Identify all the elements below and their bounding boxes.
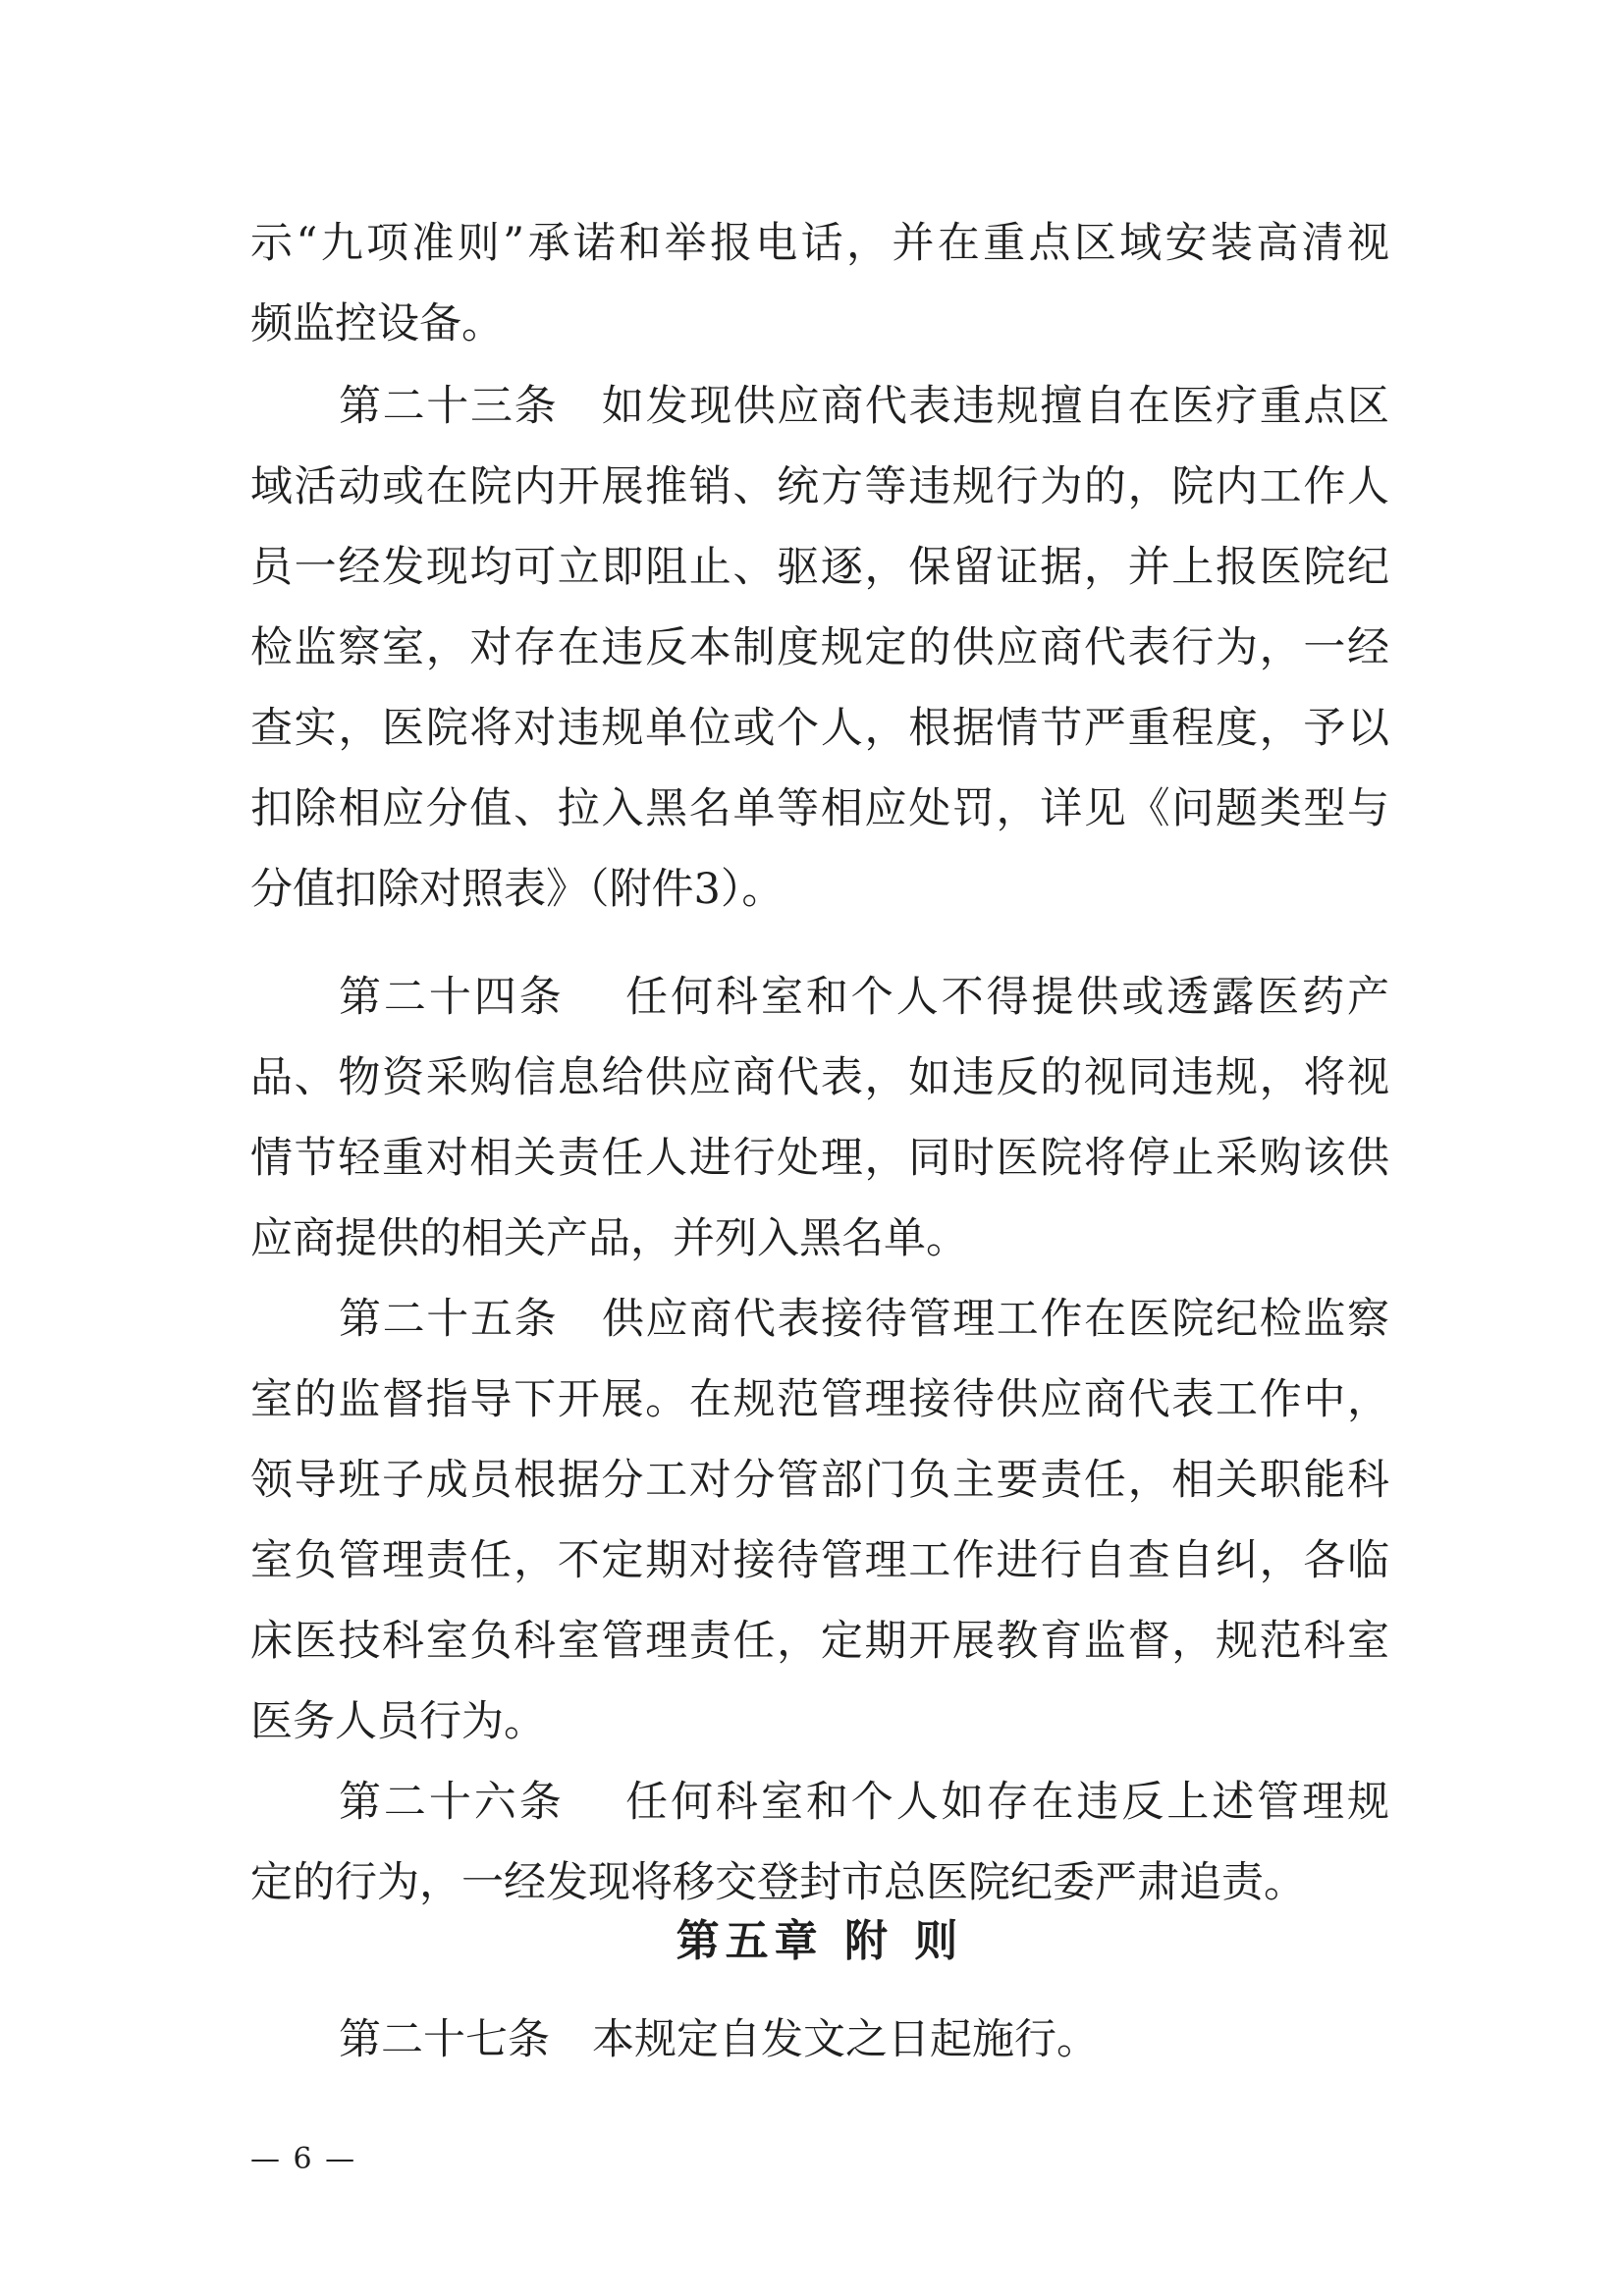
text-line: 频监控设备。 <box>250 299 504 348</box>
text-line: 领导班子成员根据分工对分管部门负主要责任，相关职能科 <box>250 1456 1389 1505</box>
text-line: 分值扣除对照表》（附件3）。 <box>250 865 785 914</box>
text-line: 定的行为，一经发现将移交登封市总医院纪委严肃追责。 <box>250 1858 1306 1907</box>
article-25-line: 第二十五条 供应商代表接待管理工作在医院纪检监察 <box>339 1295 1389 1344</box>
article-27-line: 第二十七条 本规定自发文之日起施行。 <box>339 2015 1099 2064</box>
text-line: 示“九项准则”承诺和举报电话，并在重点区域安装高清视 <box>250 219 1389 268</box>
text-line: 扣除相应分值、拉入黑名单等相应处罚，详见《问题类型与 <box>250 784 1389 833</box>
page-number: — 6 — <box>250 2142 357 2176</box>
text-line: 室负管理责任，不定期对接待管理工作进行自查自纠，各临 <box>250 1536 1389 1585</box>
article-24-line: 第二十四条 任何科室和个人不得提供或透露医药产 <box>339 973 1389 1022</box>
text-line: 床医技科室负科室管理责任，定期开展教育监督，规范科室 <box>250 1617 1389 1666</box>
text-line: 医务人员行为。 <box>250 1697 546 1746</box>
text-line: 检监察室，对存在违反本制度规定的供应商代表行为，一经 <box>250 623 1389 672</box>
text-line: 员一经发现均可立即阻止、驱逐，保留证据，并上报医院纪 <box>250 543 1389 592</box>
text-line: 应商提供的相关产品，并列入黑名单。 <box>250 1214 968 1263</box>
text-line: 域活动或在院内开展推销、统方等违规行为的，院内工作人 <box>250 462 1389 511</box>
text-line: 情节轻重对相关责任人进行处理，同时医院将停止采购该供 <box>250 1134 1389 1183</box>
text-line: 室的监督指导下开展。在规范管理接待供应商代表工作中， <box>250 1375 1389 1424</box>
text-line: 品、物资采购信息给供应商代表，如违反的视同违规，将视 <box>250 1053 1389 1102</box>
article-23-line: 第二十三条 如发现供应商代表违规擅自在医疗重点区 <box>339 382 1389 431</box>
text-line: 查实，医院将对违规单位或个人，根据情节严重程度，予以 <box>250 704 1389 753</box>
chapter-title: 第五章 附 则 <box>676 1916 964 1966</box>
article-26-line: 第二十六条 任何科室和个人如存在违反上述管理规 <box>339 1778 1389 1827</box>
